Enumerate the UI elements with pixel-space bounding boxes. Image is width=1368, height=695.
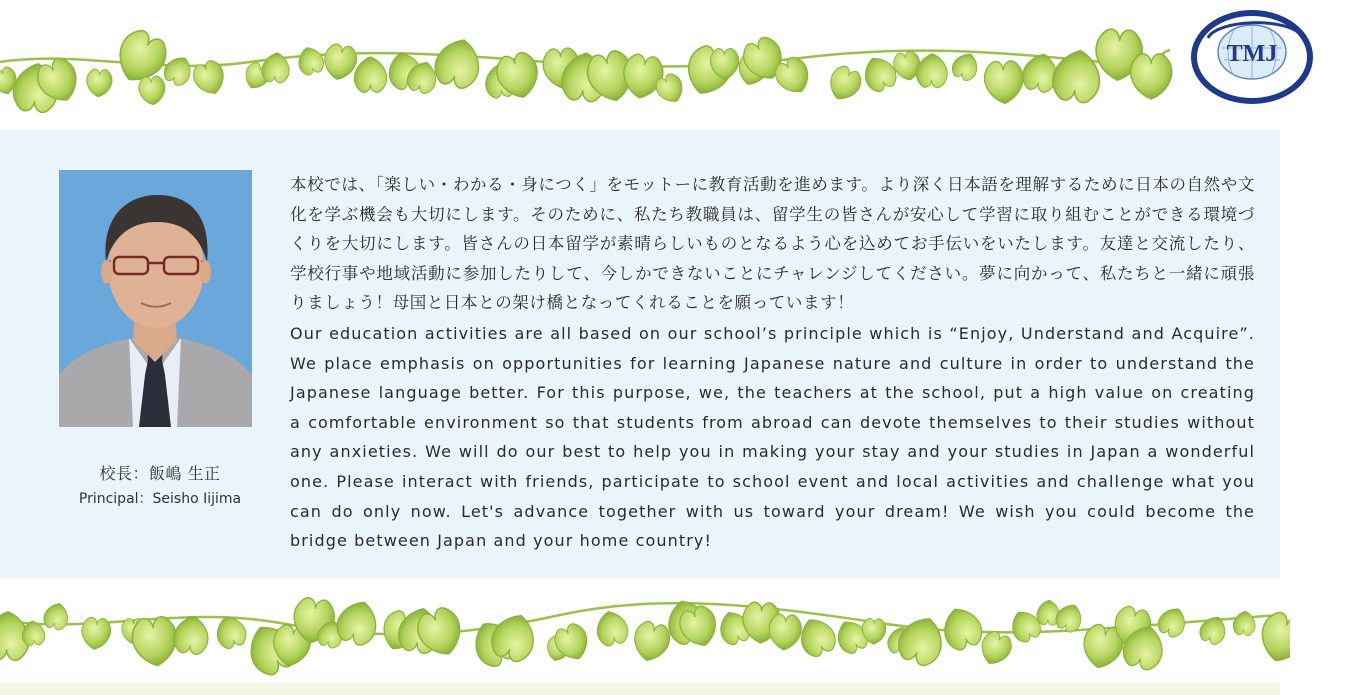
message-english: Our education activities are all based on our school’s principle which is “Enjoy, Understand and Acquire”. We place emphasis on opportunities for learning Japanese nature and culture in order to understand the Japanese language better. For this purpose, we, the teachers at the school, put a high value on creating a comfortable environment so that students from abroad can devote themselves to their studies without any anxieties. We will do our best to help you in making your stay and your studies in Japan a wonderful one. Please interact with friends, participate to school event and local activities and challenge what you can do only now. Let's advance together with us toward your dream! We wish you could become the bridge between Japan and your home country! — [290, 324, 1255, 551]
ivy-leaf — [1050, 47, 1103, 104]
ivy-leaf — [86, 69, 113, 98]
ivy-vine-bottom — [0, 575, 1290, 685]
ivy-leaf — [172, 614, 211, 655]
bottom-strip — [0, 683, 1280, 695]
ivy-vine-top — [0, 0, 1290, 120]
ivy-leaf — [295, 44, 326, 77]
tmj-school-logo — [1186, 8, 1318, 106]
ivy-leaf — [938, 603, 986, 653]
ivy-leaf — [824, 63, 865, 105]
ivy-leaf — [949, 49, 982, 83]
ivy-leaf — [42, 601, 71, 632]
ivy-leaf — [593, 608, 630, 647]
message-japanese: 本校では、「楽しい・わかる・身につく」をモットーに教育活動を進めます。より深く日本語を理解するために日本の自然や文化を学ぶ機会も大切にします。そのために、私たち教職員は、留学生の皆さんが安心して学習に取り組むことができる環境づくりを大切にします。皆さんの日本留学が素晴らしいものとなるよう心を込めてお手伝いをいたします。友達と交流したり、学校行事や地域活動に参加したりして、今しかできないことにチャレンジしてください。夢に向かって、私たちと一緒に頑張りましょう！母国と日本との架け橋となってくれることを願っています！ — [290, 175, 1255, 312]
ivy-leaf — [80, 616, 112, 650]
ivy-leaf — [916, 53, 948, 88]
ivy-leaf — [1232, 610, 1256, 636]
ivy-leaf — [431, 35, 485, 92]
ivy-leaf — [894, 611, 950, 669]
ivy-leaf — [354, 57, 387, 93]
ivy-leaf — [130, 615, 179, 668]
ivy-leaf — [321, 42, 359, 82]
ivy-leaf — [794, 613, 840, 660]
principal-photo — [59, 170, 252, 427]
principal-caption-japanese: 校長：飯嶋 生正 — [99, 464, 221, 483]
principal-caption-english: Principal：Seisho Iijima — [78, 491, 242, 507]
ivy-leaf — [630, 619, 673, 664]
ivy-leaf — [984, 60, 1024, 104]
ivy-leaf — [859, 52, 901, 95]
ivy-leaf — [1131, 54, 1172, 99]
ivy-leaf — [138, 75, 166, 106]
ivy-leaf — [768, 613, 803, 651]
ivy-leaf — [1197, 613, 1230, 648]
logo-text: TMJ — [1226, 41, 1278, 67]
ivy-leaf — [261, 51, 291, 84]
